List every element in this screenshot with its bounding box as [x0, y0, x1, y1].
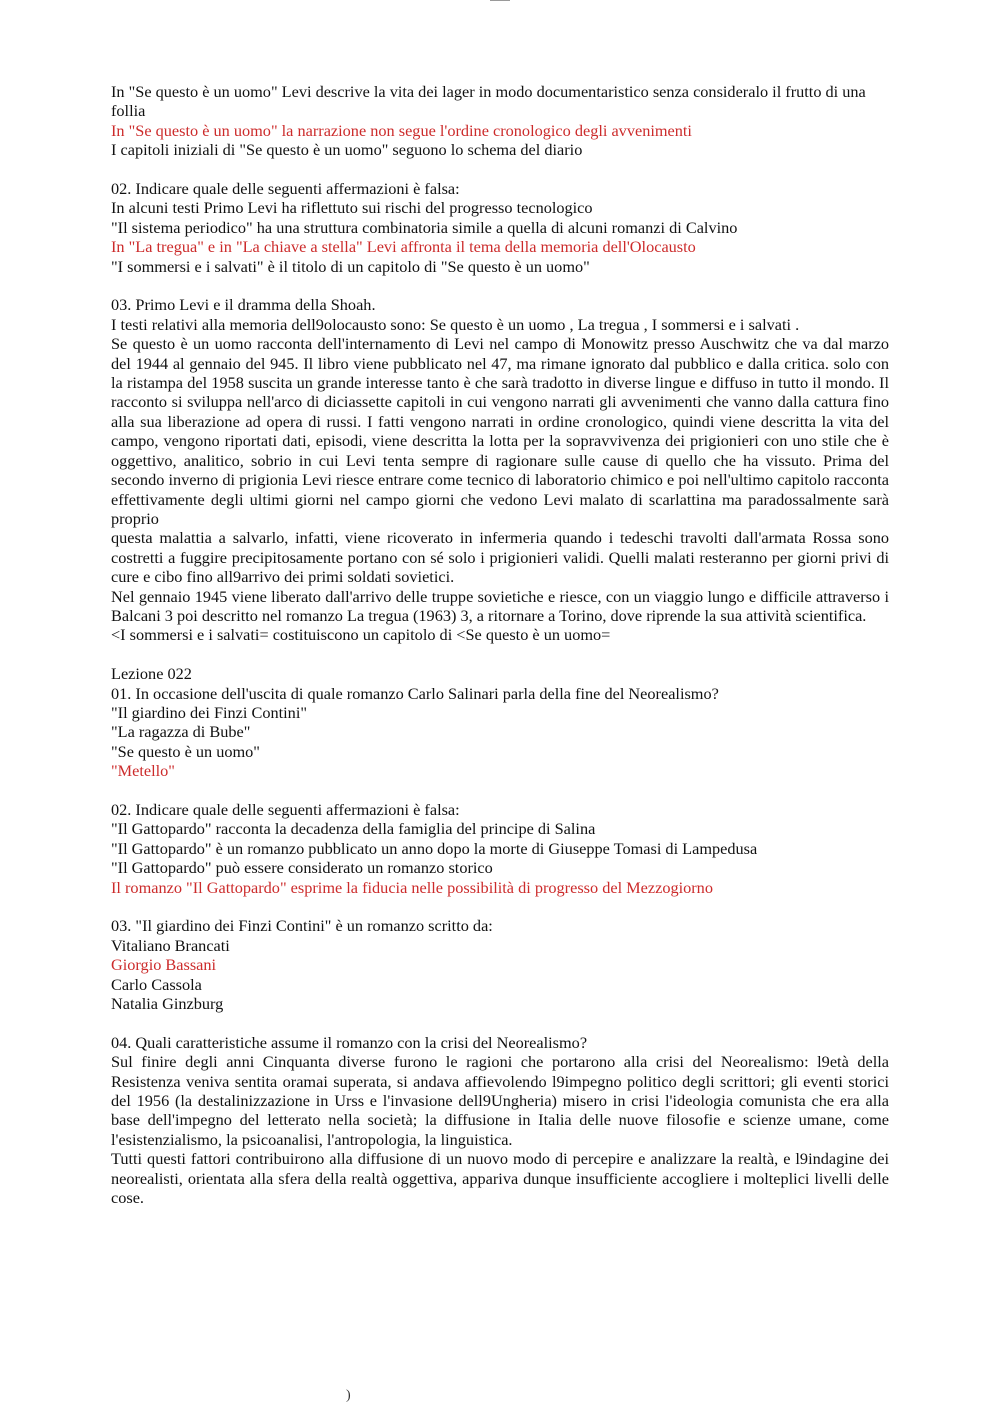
answer-option: Natalia Ginzburg: [111, 994, 224, 1014]
page-footer-mark: ): [346, 1388, 351, 1403]
answer-paragraph: Se questo è un uomo racconta dell'internamento di Levi nel campo di Monowitz presso Auschwitz che va dal marzo del 1944 al gennaio del 945. Il libro viene pubblicato nel 47, ma rimane ignorato dal pubblico e dalla critica. solo con la ristampa del 1958 suscita un grande interesse tanto è che sarà tradotto in diverse lingue e diffuso in tutto il mondo. Il racconto si sviluppa nell'arco di diciassette capitoli in cui vengono narrati gli avvenimenti che vanno dalla cattura fino alla sua liberazione ad opera di russi. I fatti vengono narrati in ordine cronologico, quindi viene descritta la vita del campo, vengono riportati dati, episodi, viene descritta la lotta per la sopravvivenza dei prigionieri con uno stile che è oggettivo, analitico, sobrio in cui Levi tenta sempre di ragionare sulle cause di quello che ha vissuto. Prima del secondo inverno di prigionia Levi riesce entrare come tecnico di laboratorio chimico e poi nell'ultimo capitolo racconta effettivamente degli ultimi giorni nel campo giorni che vedono Levi malato di scarlattina ma paradossalmente sarà proprio: [111, 334, 889, 528]
answer-paragraph: Tutti questi fattori contribuirono alla diffusione di un nuovo modo di percepire e analizzare la realtà, e l9indagine dei neorealisti, orientata alla sfera della realtà oggettiva, appariva dunque insufficiente accogliere i molteplici livelli delle cose.: [111, 1149, 889, 1208]
answer-option: "La ragazza di Bube": [111, 722, 251, 742]
answer-option: "Il Gattopardo" è un romanzo pubblicato un anno dopo la morte di Giuseppe Tomasi di Lampedusa: [111, 838, 758, 858]
spacer: [111, 781, 889, 800]
correct-answer: Il romanzo "Il Gattopardo" esprime la fiducia nelle possibilità di progresso del Mezzogiorno: [111, 877, 713, 897]
question-heading: 02. Indicare quale delle seguenti affermazioni è falsa:: [111, 799, 460, 819]
answer-option: "Il sistema periodico" ha una struttura combinatoria simile a quella di alcuni romanzi di Calvino: [111, 217, 738, 237]
answer-intro: I testi relativi alla memoria dell9olocausto sono: Se questo è un uomo , La tregua , I sommersi e i salvati .: [111, 314, 800, 334]
question-heading: 01. In occasione dell'uscita di quale romanzo Carlo Salinari parla della fine del Neorealismo?: [111, 683, 719, 703]
answer-option: In "Se questo è un uomo" Levi descrive la vita dei lager in modo documentaristico senza consideralo il frutto di una follia: [111, 82, 866, 121]
answer-option: "Il Gattopardo" racconta la decadenza della famiglia del principe di Salina: [111, 819, 596, 839]
spacer: [111, 160, 889, 179]
answer-paragraph: questa malattia a salvarlo, infatti, viene ricoverato in infermeria quando i tedeschi travolti dall'armata Rossa sono costretti a fuggire precipitosamente portano con sé solo i prigionieri validi. Quelli malati resteranno per giorni privi di cure e cibo fino all9arrivo dei primi soldati sovietici.: [111, 528, 889, 587]
question-heading: 04. Quali caratteristiche assume il romanzo con la crisi del Neorealismo?: [111, 1032, 588, 1052]
answer-option: I capitoli iniziali di "Se questo è un uomo" seguono lo schema del diario: [111, 140, 583, 160]
spacer: [111, 1013, 889, 1032]
answer-paragraph: Nel gennaio 1945 viene liberato dall'arrivo delle truppe sovietiche e riesce, con un viaggio lungo e difficile attraverso i Balcani 3 poi descritto nel romanzo La tregua (1963) 3, a ritornare a Torino, dove riprende la sua attività scientifica.: [111, 586, 889, 625]
correct-answer: Giorgio Bassani: [111, 955, 217, 975]
question-heading: 03. Primo Levi e il dramma della Shoah.: [111, 295, 376, 315]
answer-option: "Se questo è un uomo": [111, 741, 260, 761]
spacer: [111, 276, 889, 295]
spacer: [111, 645, 889, 664]
header-mark: [490, 0, 510, 1]
answer-paragraph: Sul finire degli anni Cinquanta diverse furono le ragioni che portarono alla crisi del Neorealismo: l9età della Resistenza veniva sentita oramai superata, si andava affievolendo l9impegno politico degli scrittori; gli eventi storici del 1956 (la destalinizzazione in Urss e l'invasione dell9Ungheria) misero in crisi l'ideologia comunista che era alla base dell'impegno del letterato nella società; la diffusione in Italia delle nuove filosofie e scienze umane, come l'esistenzialismo, la psicoanalisi, l'antropologia, la linguistica.: [111, 1052, 889, 1149]
answer-option: In alcuni testi Primo Levi ha riflettuto sui rischi del progresso tecnologico: [111, 198, 593, 218]
answer-option: "Il Gattopardo" può essere considerato un romanzo storico: [111, 858, 493, 878]
question-heading: 02. Indicare quale delle seguenti affermazioni è falsa:: [111, 179, 460, 199]
answer-option: Carlo Cassola: [111, 974, 202, 994]
spacer: [111, 897, 889, 916]
answer-option: "I sommersi e i salvati" è il titolo di un capitolo di "Se questo è un uomo": [111, 256, 590, 276]
correct-answer: "Metello": [111, 761, 175, 781]
correct-answer: In "La tregua" e in "La chiave a stella" Levi affronta il tema della memoria dell'Olocausto: [111, 237, 696, 257]
answer-closing: <I sommersi e i salvati= costituiscono un capitolo di <Se questo è un uomo=: [111, 625, 611, 645]
correct-answer: In "Se questo è un uomo" la narrazione non segue l'ordine cronologico degli avvenimenti: [111, 120, 692, 140]
answer-option: Vitaliano Brancati: [111, 935, 230, 955]
answer-option: "Il giardino dei Finzi Contini": [111, 702, 307, 722]
question-heading: 03. "Il giardino dei Finzi Contini" è un romanzo scritto da:: [111, 916, 493, 936]
document-body: [111, 82, 889, 1207]
lesson-title: Lezione 022: [111, 664, 192, 684]
